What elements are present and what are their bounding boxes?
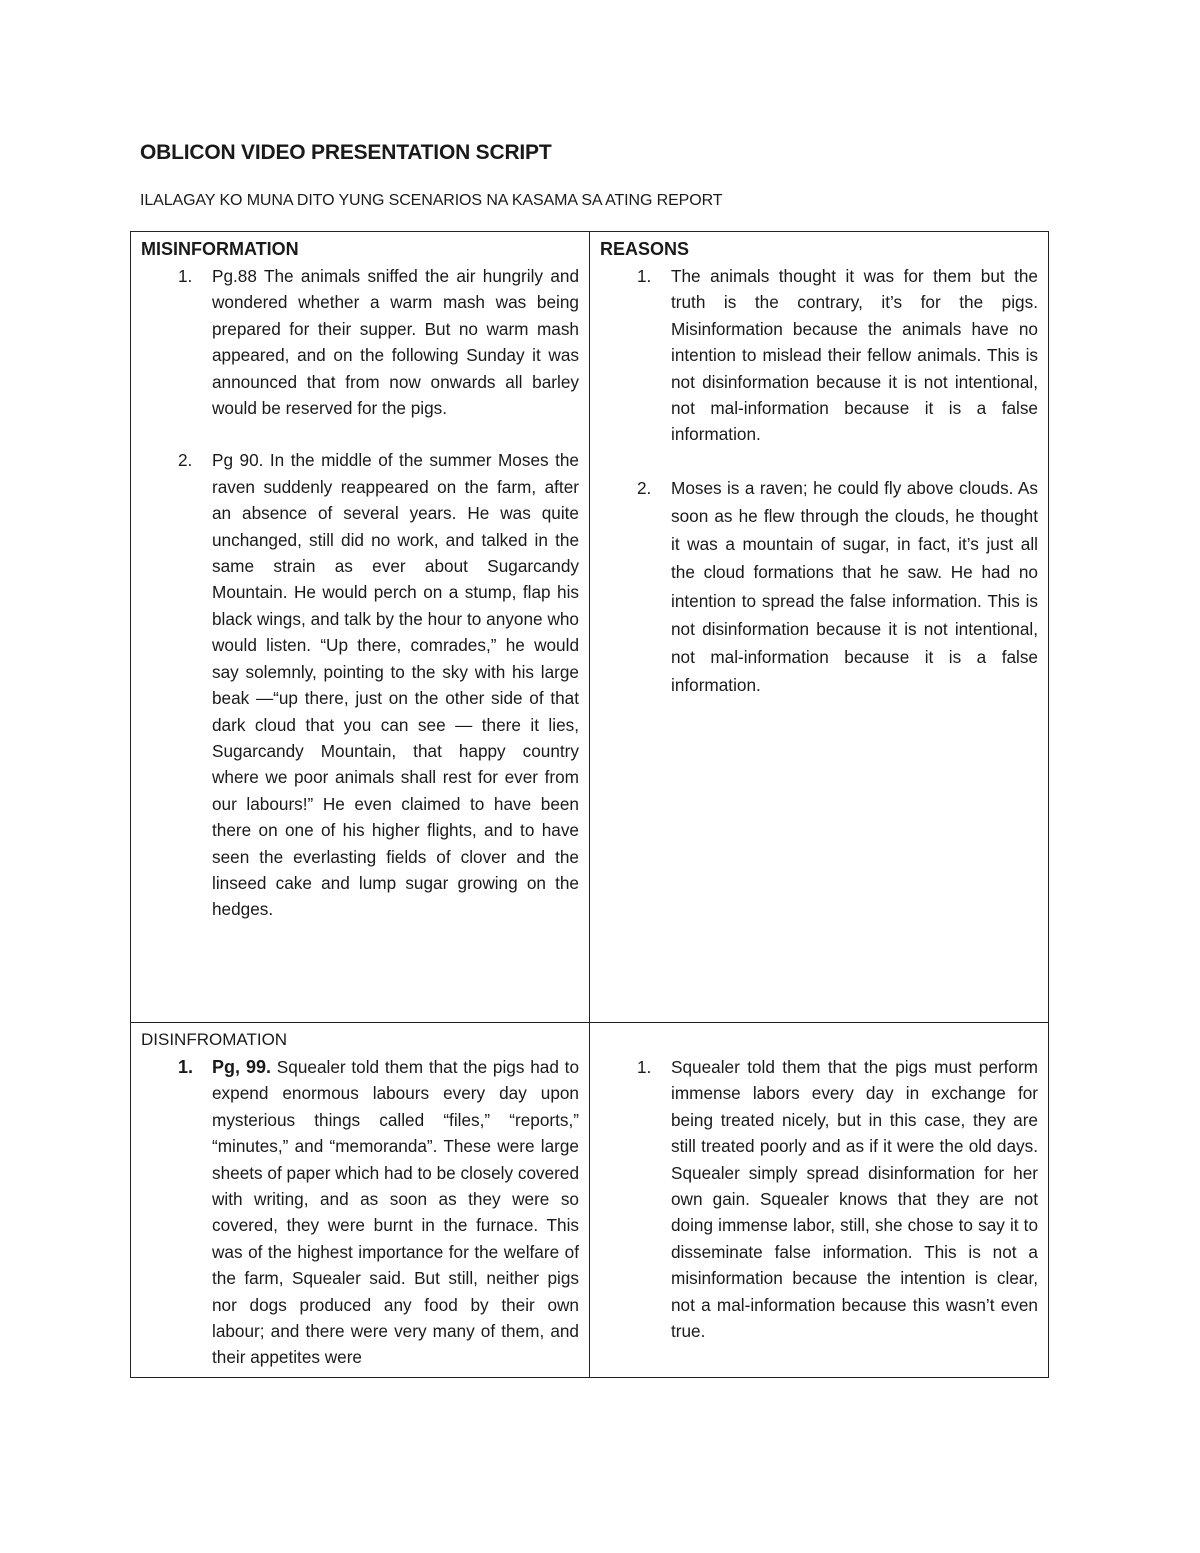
list-item [141, 263, 579, 421]
item-number: 1. [178, 1057, 194, 1077]
list-item [600, 263, 1038, 448]
scenarios-table [130, 231, 1049, 1378]
item-text: Moses is a raven; he could fly above clouds. As soon as he flew through the clouds, he thought it was a mountain of sugar, in fact, it’s just all the cloud formations that he saw. He had no intention to spread the false information. This is not disinformation because it is not intentional, not mal-information because it is a false information. [671, 477, 1038, 696]
document-title: OBLICON VIDEO PRESENTATION SCRIPT [140, 141, 552, 164]
table-row [131, 232, 1049, 1023]
disinformation-reasons-cell [590, 1023, 1049, 1378]
item-text: Squealer told them that the pigs had to expend enormous labours every day upon mysterious things called “files,” “reports,” “minutes,” and “memoranda”. These were large sheets of paper which had to be closely covered with writing, and as soon as they were so covered, they were burnt in the furnace. This was of the highest importance for the welfare of the farm, Squealer said. But still, neither pigs nor dogs produced any food by their own labour; and there were very many of them, and their appetites were [212, 1057, 580, 1368]
disinformation-cell [131, 1023, 590, 1378]
item-lead: Pg, 99. [212, 1057, 272, 1077]
reasons-heading: REASONS [600, 239, 690, 259]
misinformation-cell [131, 232, 590, 1023]
item-text: Pg.88 The animals sniffed the air hungrily and wondered whether a warm mash was being prepared for their supper. But no warm mash appeared, and on the following Sunday it was announced that from now onwards all barley would be reserved for the pigs. [212, 266, 579, 419]
list-item [600, 1054, 1038, 1344]
item-text: The animals thought it was for them but the truth is the contrary, it’s for the pigs. Misinformation because the animals have no intention to mislead their fellow animals. This is not disinformation because it is not intentional, not mal-information because it is a false information. [671, 266, 1038, 445]
item-text: Squealer told them that the pigs must perform immense labors every day in exchange for being treated nicely, but in this case, they are still treated poorly and as if it were the old days. Squealer simply spread disinformation for her own gain. Squealer knows that they are not doing immense labor, still, she chose to say it to disseminate false information. This is not a misinformation because the intention is clear, not a mal-information because this wasn’t even true. [671, 1057, 1038, 1342]
misinformation-heading: MISINFORMATION [141, 239, 299, 259]
item-number: 2. [178, 450, 193, 471]
list-item [141, 447, 579, 922]
reasons-list [600, 263, 1038, 699]
list-item [141, 1054, 579, 1371]
list-item [600, 474, 1038, 700]
table-row [131, 1023, 1049, 1378]
disinformation-list [141, 1054, 579, 1371]
misinformation-list [141, 263, 579, 923]
empty-heading-space [600, 1027, 1038, 1054]
document-subtitle: ILALAGAY KO MUNA DITO YUNG SCENARIOS NA KASAMA SA ATING REPORT [140, 192, 723, 209]
item-number: 2. [637, 477, 652, 498]
disinformation-reasons-list [600, 1054, 1038, 1344]
item-number: 1. [637, 266, 652, 286]
item-number: 1. [637, 1057, 652, 1077]
disinformation-heading: DISINFROMATION [141, 1030, 288, 1049]
item-text: Pg 90. In the middle of the summer Moses the raven suddenly reappeared on the farm, after an absence of several years. He was quite unchanged, still did no work, and talked in the same strain as ever about Sugarcandy Mountain. He would perch on a stump, flap his black wings, and talk by the hour to anyone who would listen. “Up there, comrades,” he would say solemnly, pointing to the sky with his large beak —“up there, just on the other side of that dark cloud that you can see — there it lies, Sugarcandy Mountain, that happy country where we poor animals shall rest for ever from our labours!” He even claimed to have been there on one of his higher flights, and to have seen the everlasting fields of clover and the linseed cake and lump sugar growing on the hedges. [212, 450, 579, 920]
reasons-cell [590, 232, 1049, 1023]
item-number: 1. [178, 266, 193, 286]
